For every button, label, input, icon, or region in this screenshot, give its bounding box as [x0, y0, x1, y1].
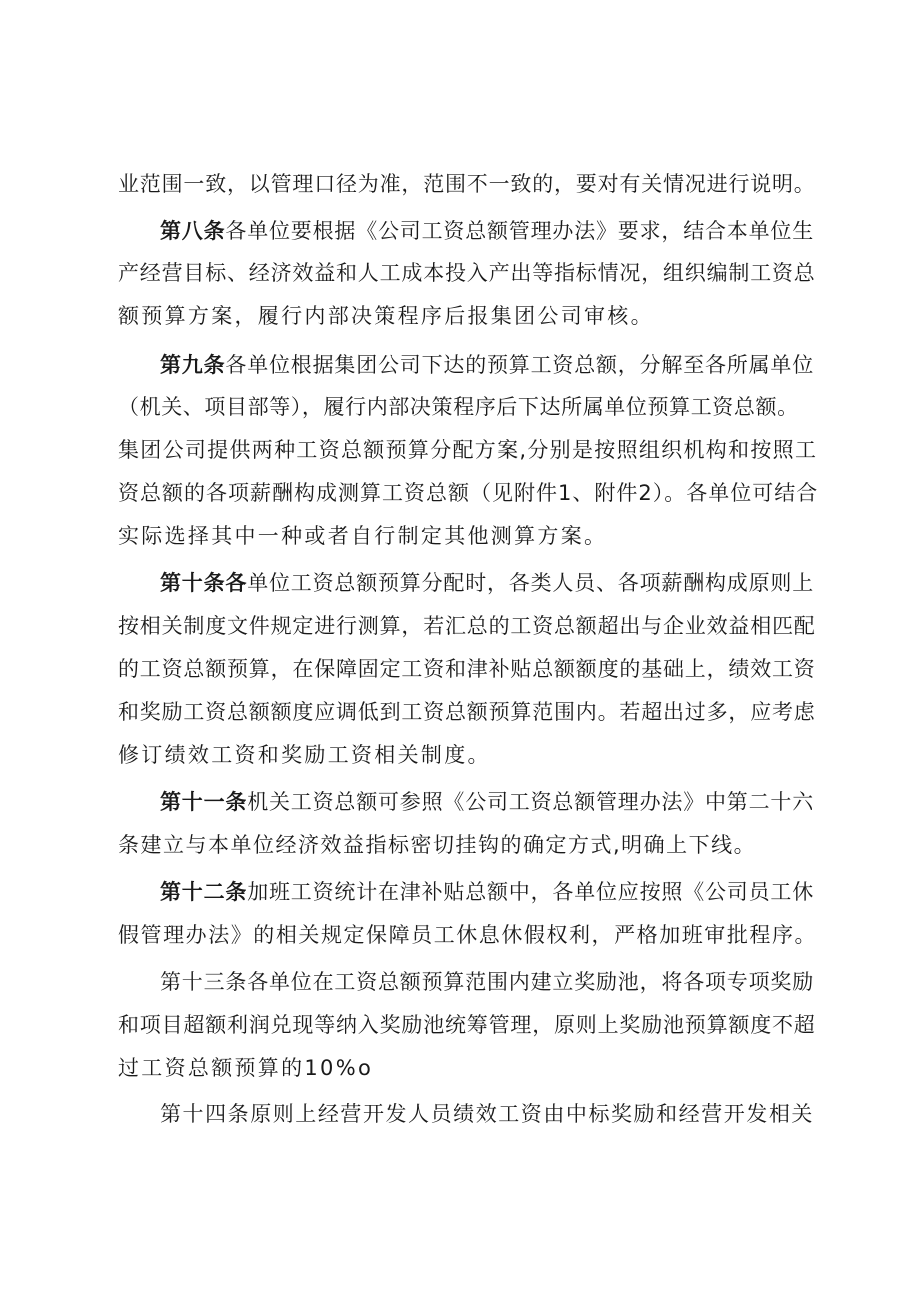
article-9-line-3 [118, 437, 818, 463]
text-line: 单位工资总额预算分配时，各类人员、各项薪酬构成原则上 [247, 571, 815, 595]
article-8-line-3 [118, 303, 818, 329]
article-heading: 第十条各 [160, 571, 248, 595]
text-line: 各单位根据集团公司下达的预算工资总额，分解至各所属单位 [225, 353, 815, 377]
text-line: 假管理办法》的相关规定保障员工休息休假权利，严格加班审批程序。 [118, 923, 818, 947]
article-13-line-3 [118, 1055, 818, 1081]
article-heading: 第八条 [160, 219, 226, 243]
text-line: 按相关制度文件规定进行测算，若汇总的工资总额超出与企业效益相匹配 [118, 614, 816, 638]
text-line: 机关工资总额可参照《公司工资总额管理办法》中第二十六 [247, 790, 815, 814]
article-13 [160, 969, 818, 995]
article-9-line-2 [118, 394, 818, 420]
article-heading: 第十一条 [160, 790, 248, 814]
article-heading: 第九条 [160, 353, 226, 377]
article-11 [160, 789, 818, 815]
article-9-line-4 [118, 480, 818, 506]
article-9-line-5 [118, 523, 818, 549]
text-line: 和奖励工资总额额度应调低到工资总额预算范围内。若超出过多，应考虑 [118, 700, 816, 724]
text-line: 修订绩效工资和奖励工资相关制度。 [118, 743, 491, 767]
text-line: 和项目超额利润兑现等纳入奖励池统筹管理，原则上奖励池预算额度不超 [118, 1013, 816, 1037]
article-10-line-2 [118, 613, 818, 639]
article-10-line-5 [118, 742, 818, 768]
text-line: 集团公司提供两种工资总额预算分配方案,分别是按照组织机构和按照工 [118, 438, 818, 462]
paragraph-7-tail [118, 171, 818, 197]
article-10-line-3 [118, 656, 818, 682]
text-line: 产经营目标、经济效益和人工成本投入产出等指标情况，组织编制工资总 [118, 261, 816, 285]
text-line: 加班工资统计在津补贴总额中，各单位应按照《公司员工休 [247, 880, 815, 904]
text-line: 的工资总额预算，在保障固定工资和津补贴总额额度的基础上，绩效工资 [118, 657, 816, 681]
text-line: 第十三条各单位在工资总额预算范围内建立奖励池，将各项专项奖励 [160, 970, 814, 994]
text-line: 业范围一致，以管理口径为准，范围不一致的，要对有关情况进行说明。 [118, 172, 816, 196]
article-12-line-2 [118, 922, 818, 948]
article-heading: 第十二条 [160, 880, 248, 904]
text-line: 实际选择其中一种或者自行制定其他测算方案。 [118, 524, 608, 548]
article-10 [160, 570, 818, 596]
text-line: 各单位要根据《公司工资总额管理办法》要求，结合本单位生 [225, 219, 815, 243]
article-9 [160, 352, 818, 378]
text-line: 条建立与本单位经济效益指标密切挂钩的确定方式,明确上下线。 [118, 833, 757, 857]
article-14 [160, 1101, 818, 1127]
article-11-line-2 [118, 832, 818, 858]
text-line: 过工资总额预算的10%o [118, 1056, 374, 1080]
article-10-line-4 [118, 699, 818, 725]
text-line: 额预算方案，履行内部决策程序后报集团公司审核。 [118, 304, 654, 328]
article-8 [160, 218, 818, 244]
text-line: 第十四条原则上经营开发人员绩效工资由中标奖励和经营开发相关 [160, 1102, 814, 1126]
article-13-line-2 [118, 1012, 818, 1038]
text-line: 资总额的各项薪酬构成测算工资总额（见附件1、附件2）。各单位可结合 [118, 481, 819, 505]
article-8-line-2 [118, 260, 818, 286]
text-line: （机关、项目部等），履行内部决策程序后下达所属单位预算工资总额。 [118, 395, 799, 419]
article-12 [160, 879, 818, 905]
